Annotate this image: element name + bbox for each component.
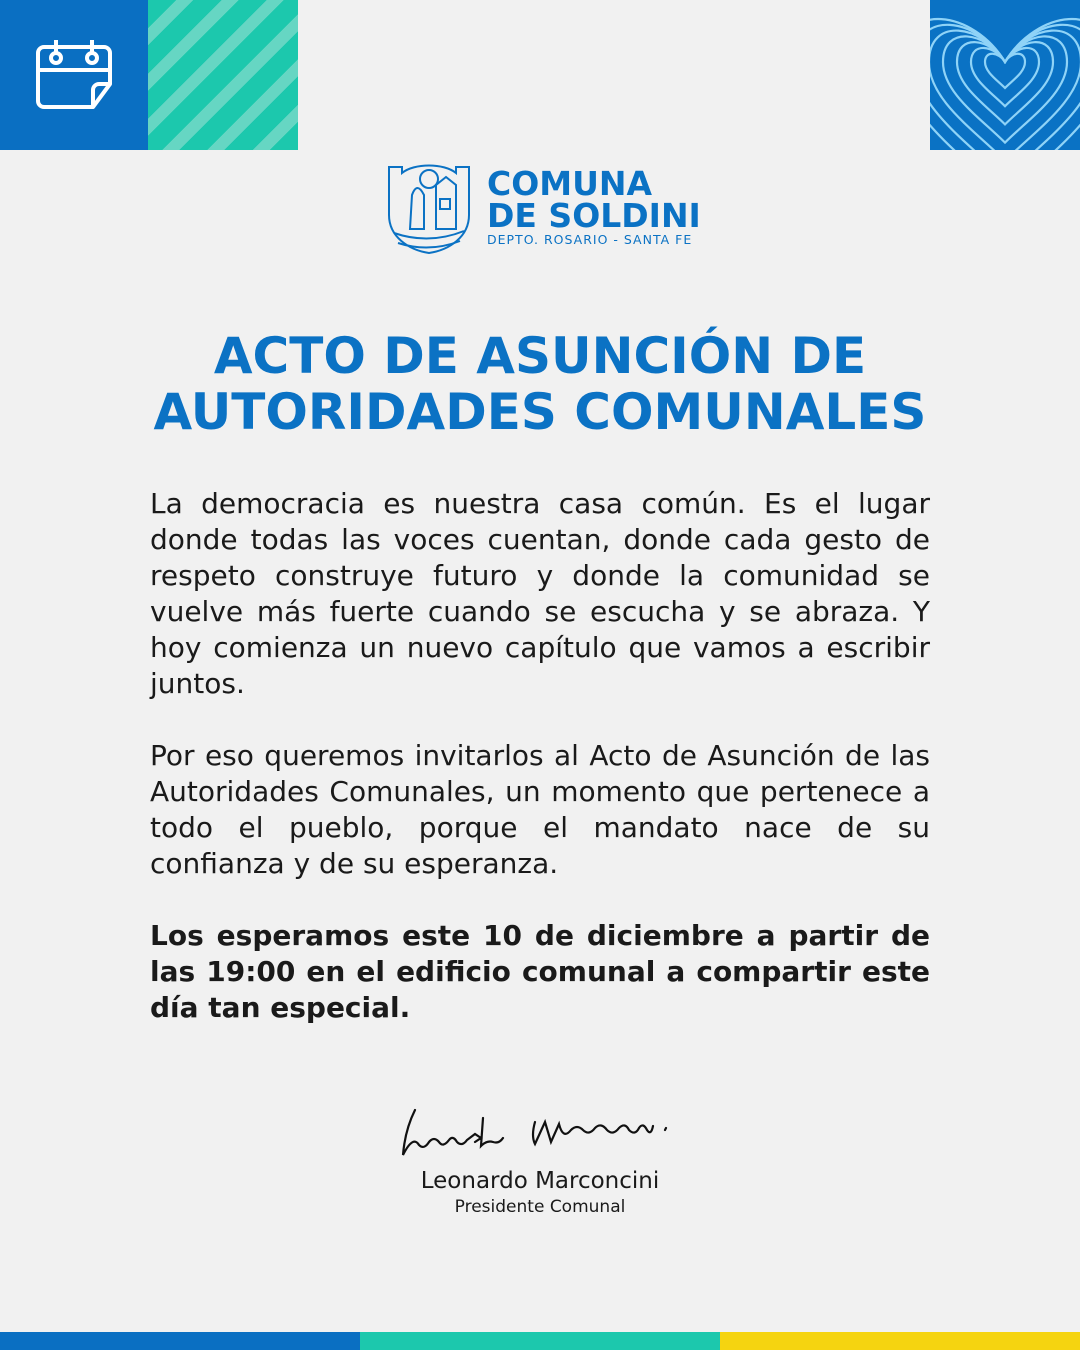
title-line2: AUTORIDADES COMUNALES — [153, 383, 927, 441]
heart-ring — [971, 48, 1039, 106]
comuna-logo — [384, 155, 704, 255]
heart-ring — [985, 54, 1025, 88]
calendar-icon — [0, 0, 148, 150]
bar-blue — [0, 1332, 360, 1350]
logo-line1: COMUNA — [487, 164, 653, 203]
color-bar — [0, 1332, 1080, 1350]
signer-name: Leonardo Marconcini — [420, 1168, 660, 1194]
page-title — [0, 328, 1080, 440]
concentric-hearts-decoration — [930, 0, 1080, 150]
paragraph-date-details: Los esperamos este 10 de diciembre a partir de las 19:00 en el edificio comunal a compartir este día tan especial. — [150, 919, 930, 1024]
paragraph-intro: La democracia es nuestra casa común. Es el lugar donde todas las voces cuentan, donde cada gesto de respeto construye futuro y donde la comunidad se vuelve más fuerte cuando se escucha y se abraza. Y hoy comienza un nuevo capítulo que vamos a escribir juntos. — [150, 487, 930, 700]
logo-line3: DEPTO. ROSARIO - SANTA FE — [487, 232, 693, 247]
bar-yellow — [720, 1332, 1080, 1350]
title-line1: ACTO DE ASUNCIÓN DE — [213, 327, 867, 385]
handwritten-signature — [395, 1100, 685, 1165]
striped-decoration — [148, 0, 298, 150]
bar-teal — [360, 1332, 720, 1350]
signer-role: Presidente Comunal — [454, 1197, 626, 1217]
paragraph-invitation: Por eso queremos invitarlos al Acto de Asunción de las Autoridades Comunales, un momento que pertenece a todo el pueblo, porque el mandato nace de su confianza y de su esperanza. — [150, 739, 930, 880]
calendar-tile — [0, 0, 148, 150]
logo-line2: DE SOLDINI — [487, 196, 701, 235]
comuna-seal-icon — [384, 155, 474, 255]
